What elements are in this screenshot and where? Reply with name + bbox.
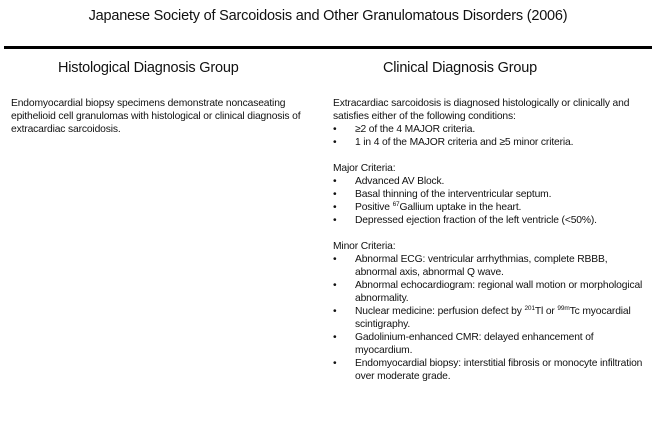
minor-criteria-block — [333, 240, 651, 383]
clinical-intro: Extracardiac sarcoidosis is diagnosed histologically or clinically and satisfies either of the following conditions: — [333, 98, 630, 122]
list-item: • Abnormal echocardiogram: regional wall motion or morphological abnormality. — [333, 280, 643, 304]
title-divider — [4, 46, 652, 49]
clinical-intro-block — [333, 97, 651, 149]
list-item: • Basal thinning of the interventricular septum. — [333, 189, 552, 200]
list-item: • Depressed ejection fraction of the left ventricle (<50%). — [333, 215, 597, 226]
list-item: • Positive $^{67}$Gallium uptake in the heart. — [333, 201, 522, 213]
minor-criteria-heading: Minor Criteria: — [333, 241, 396, 252]
bullet-icon: • — [333, 124, 337, 135]
bullet-icon: • — [333, 332, 337, 343]
major-criteria-heading: Major Criteria: — [333, 163, 396, 174]
bullet-icon: • — [333, 280, 337, 291]
major-criteria-block — [333, 162, 651, 227]
bullet-icon: • — [333, 358, 337, 369]
list-item: • Advanced AV Block. — [333, 176, 445, 187]
bullet-icon: • — [333, 215, 337, 226]
histological-description: Endomyocardial biopsy specimens demonstrate noncaseating epithelioid cell granulomas with histological or clinical diagnosis of extracardiac sarcoidosis. — [11, 98, 301, 135]
histological-group-heading: Histological Diagnosis Group — [58, 60, 239, 76]
bullet-icon: • — [333, 176, 337, 187]
list-item: • Gadolinium-enhanced CMR: delayed enhancement of myocardium. — [333, 332, 594, 356]
major-criteria-list — [333, 175, 651, 227]
list-item: • 1 in 4 of the MAJOR criteria and ≥5 minor criteria. — [333, 137, 574, 148]
bullet-icon: • — [333, 306, 337, 317]
bullet-icon: • — [333, 137, 337, 148]
page-title: Japanese Society of Sarcoidosis and Other Granulomatous Disorders (2006) — [88, 8, 568, 24]
clinical-column — [333, 97, 651, 383]
clinical-group-heading: Clinical Diagnosis Group — [383, 60, 537, 76]
list-item: • ≥2 of the 4 MAJOR criteria. — [333, 124, 476, 135]
list-item: • Abnormal ECG: ventricular arrhythmias, complete RBBB, abnormal axis, abnormal Q wave. — [333, 254, 608, 278]
histological-column — [11, 97, 321, 136]
minor-criteria-list — [333, 253, 651, 383]
bullet-icon: • — [333, 189, 337, 200]
bullet-icon: • — [333, 202, 337, 213]
list-item: • Endomyocardial biopsy: interstitial fibrosis or monocyte infiltration over moderate grade. — [333, 358, 643, 382]
bullet-icon: • — [333, 254, 337, 265]
list-item: • Nuclear medicine: perfusion defect by $^{201}$Tl or $^{99m}$Tc myocardial scintigraphy. — [333, 305, 631, 330]
conditions-list — [333, 123, 651, 149]
